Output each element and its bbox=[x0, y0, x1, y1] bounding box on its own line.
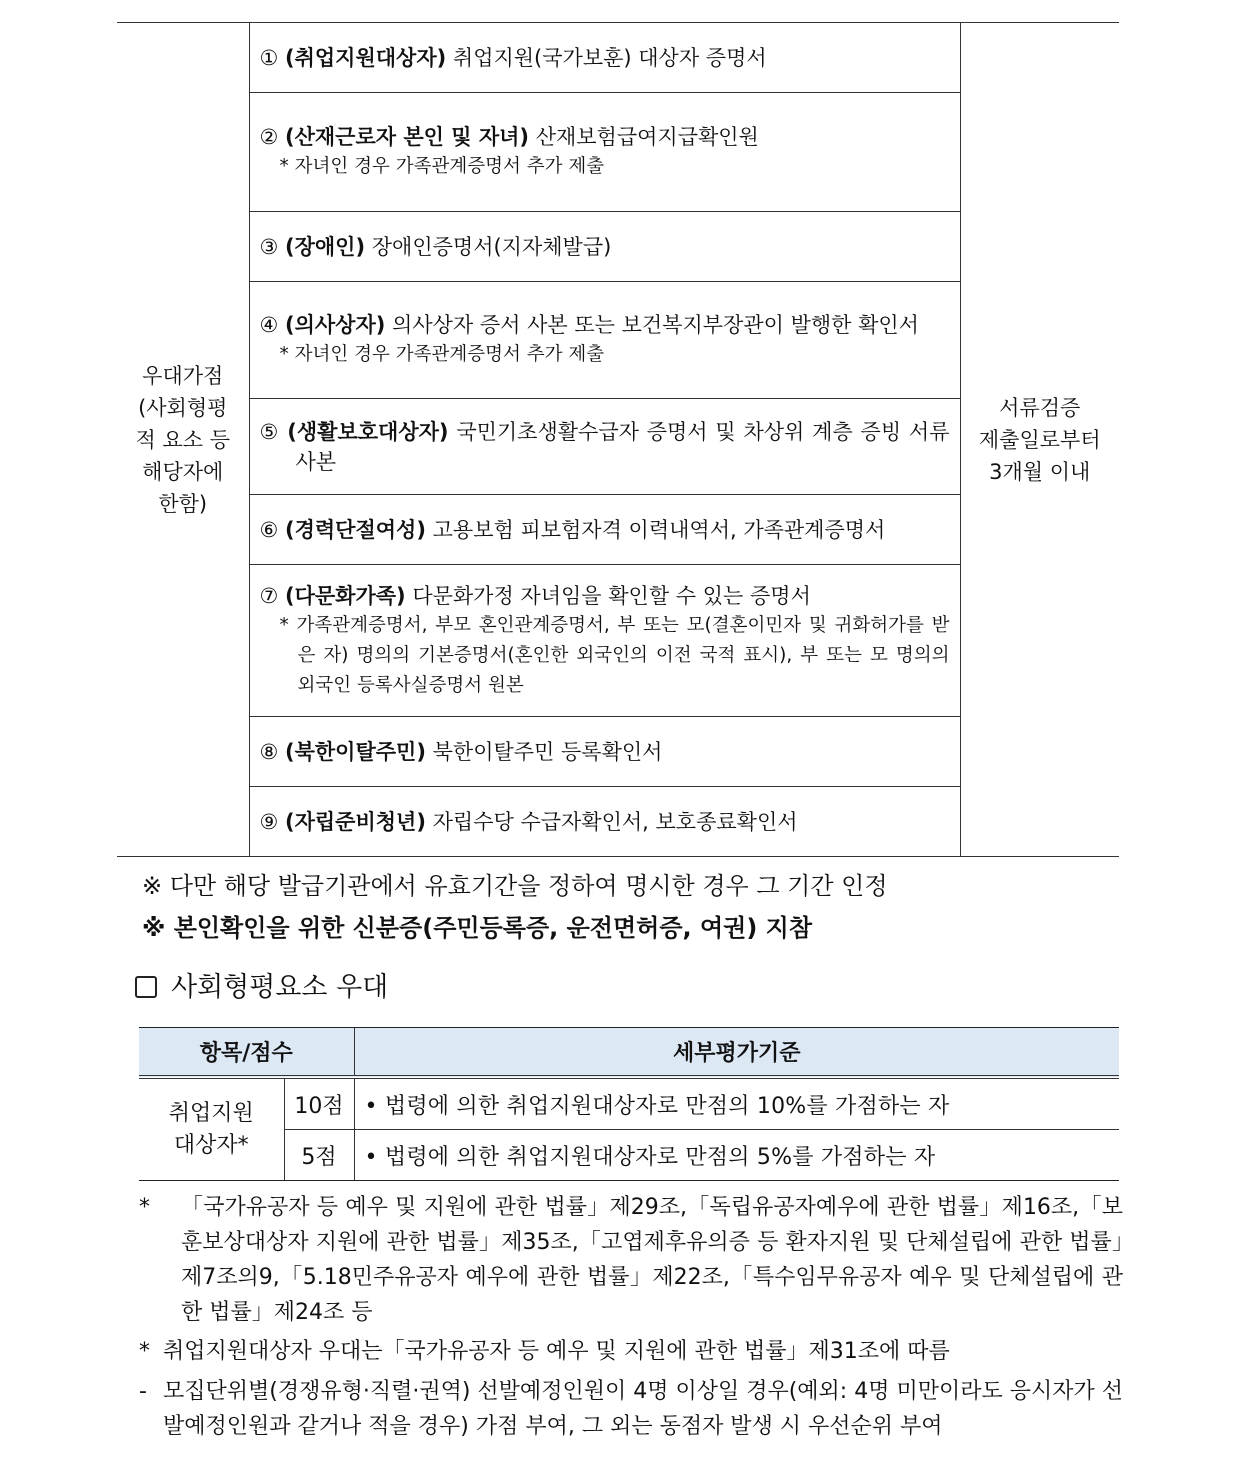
required-documents-table bbox=[117, 22, 1119, 857]
footnote-mark: * bbox=[139, 1195, 150, 1220]
category-cell bbox=[139, 1077, 284, 1181]
item-category: (북한이탈주민) bbox=[285, 739, 426, 764]
footnote-laws bbox=[139, 1190, 1123, 1330]
criteria-cell: • 법령에 의한 취업지원대상자로 만점의 10%를 가점하는 자 bbox=[354, 1077, 1119, 1130]
document-item-6 bbox=[249, 495, 960, 565]
category-line: 대상자* bbox=[173, 1132, 249, 1158]
item-subnote: * 자녀인 경우 가족관계증명서 추가 제출 bbox=[279, 344, 605, 365]
item-number: ⑦ bbox=[259, 583, 279, 608]
item-text: 고용보험 피보험자격 이력내역서, 가족관계증명서 bbox=[432, 517, 886, 542]
label-line: 우대가점 bbox=[142, 363, 224, 388]
item-text: 취업지원(국가보훈) 대상자 증명서 bbox=[452, 45, 767, 70]
validity-line: 제출일로부터 bbox=[978, 427, 1101, 452]
document-item-2 bbox=[249, 93, 960, 212]
item-category: (경력단절여성) bbox=[285, 517, 426, 542]
score-cell: 10점 bbox=[284, 1077, 354, 1130]
header-criteria: 세부평가기준 bbox=[354, 1028, 1119, 1078]
header-item-score: 항목/점수 bbox=[139, 1028, 354, 1078]
label-line: (사회형평 bbox=[138, 395, 228, 420]
item-number: ③ bbox=[259, 234, 279, 259]
label-line: 적 요소 등 bbox=[135, 427, 230, 452]
footnote-text: 모집단위별(경쟁유형·직렬·권역) 선발예정인원이 4명 이상일 경우(예외: 4명 미만이라도 응시자가 선발예정인원과 같거나 적을 경우) 가점 부여, 그 외는 동점자 발생 시 우선순위 부여 bbox=[163, 1379, 1123, 1439]
table-row bbox=[139, 1077, 1119, 1130]
item-text: 북한이탈주민 등록확인서 bbox=[432, 739, 663, 764]
item-number: ⑧ bbox=[259, 739, 279, 764]
category-line: 취업지원 bbox=[168, 1100, 254, 1126]
item-category: (다문화가족) bbox=[285, 583, 406, 608]
preference-label-cell bbox=[117, 23, 249, 857]
item-number: ② bbox=[259, 125, 279, 149]
item-number: ⑤ bbox=[259, 419, 280, 444]
footnote-mark: - bbox=[139, 1379, 147, 1404]
footnote-text: 「국가유공자 등 예우 및 지원에 관한 법률」제29조,「독립유공자예우에 관한 법률」제16조,「보훈보상대상자 지원에 관한 법률」제35조,「고엽제후유의증 등 환자지원 및 단체설립에 관한 법률」제7조의9,「5.18민주유공자 예우에 관한 법률」제22조,「특수임무유공자 예우 및 단체설립에 관한 법률」제24조 등 bbox=[181, 1195, 1123, 1325]
item-text: 다문화가정 자녀임을 확인할 수 있는 증명서 bbox=[412, 583, 811, 608]
id-note: ※ 본인확인을 위한 신분증(주민등록증, 운전면허증, 여권) 지참 bbox=[142, 914, 813, 942]
document-item-8 bbox=[249, 717, 960, 787]
validity-cell bbox=[960, 23, 1119, 857]
item-text: 자립수당 수급자확인서, 보호종료확인서 bbox=[432, 809, 798, 834]
item-category: (자립준비청년) bbox=[285, 809, 426, 834]
footnote-preference bbox=[139, 1334, 1123, 1369]
validity-note: ※ 다만 해당 발급기관에서 유효기간을 정하여 명시한 경우 그 기간 인정 bbox=[142, 872, 888, 900]
item-number: ⑥ bbox=[259, 517, 279, 542]
validity-line: 3개월 이내 bbox=[989, 459, 1091, 484]
item-text: 산재보험급여지급확인원 bbox=[535, 125, 759, 149]
document-item-5 bbox=[249, 399, 960, 495]
footnote-mark: * bbox=[139, 1339, 150, 1364]
item-text: 장애인증명서(지자체발급) bbox=[371, 234, 612, 259]
item-text: 국민기초생활수급자 증명서 및 차상위 계층 증빙 서류 사본 bbox=[295, 419, 950, 474]
item-category: (의사상자) bbox=[285, 313, 386, 337]
document-item-4 bbox=[249, 282, 960, 399]
label-line: 해당자에 bbox=[142, 459, 224, 484]
bonus-points-table bbox=[139, 1027, 1119, 1181]
item-category: (취업지원대상자) bbox=[285, 45, 447, 70]
table-row bbox=[117, 23, 1119, 93]
section-title bbox=[135, 970, 388, 1006]
footnote-text: 취업지원대상자 우대는「국가유공자 등 예우 및 지원에 관한 법률」제31조에 따름 bbox=[163, 1339, 950, 1364]
checkbox-square-icon bbox=[135, 976, 157, 998]
criteria-cell: • 법령에 의한 취업지원대상자로 만점의 5%를 가점하는 자 bbox=[354, 1130, 1119, 1181]
item-subnote: * 자녀인 경우 가족관계증명서 추가 제출 bbox=[279, 156, 605, 177]
document-item-7 bbox=[249, 565, 960, 717]
item-category: (산재근로자 본인 및 자녀) bbox=[285, 125, 530, 149]
document-item-9 bbox=[249, 787, 960, 857]
item-number: ⑨ bbox=[259, 809, 279, 834]
footnote-selection bbox=[139, 1374, 1123, 1444]
label-line: 한함) bbox=[158, 491, 208, 516]
table-row bbox=[139, 1130, 1119, 1181]
item-subnote: * 가족관계증명서, 부모 혼인관계증명서, 부 또는 모(결혼이민자 및 귀화허가를 받은 자) 명의의 기본증명서(혼인한 외국인의 이전 국적 표시), 부 또는 모 명의의 외국인 등록사실증명서 원본 bbox=[279, 614, 950, 696]
document-item-3 bbox=[249, 212, 960, 282]
item-category: (생활보호대상자) bbox=[287, 419, 449, 444]
table-header-row bbox=[139, 1028, 1119, 1078]
item-number: ④ bbox=[259, 313, 279, 337]
item-text: 의사상자 증서 사본 또는 보건복지부장관이 발행한 확인서 bbox=[392, 313, 919, 337]
score-cell: 5점 bbox=[284, 1130, 354, 1181]
item-number: ① bbox=[259, 45, 279, 70]
item-category: (장애인) bbox=[285, 234, 366, 259]
document-item-1 bbox=[249, 23, 960, 93]
validity-line: 서류검증 bbox=[999, 395, 1081, 420]
section-title-text: 사회형평요소 우대 bbox=[171, 972, 389, 1003]
